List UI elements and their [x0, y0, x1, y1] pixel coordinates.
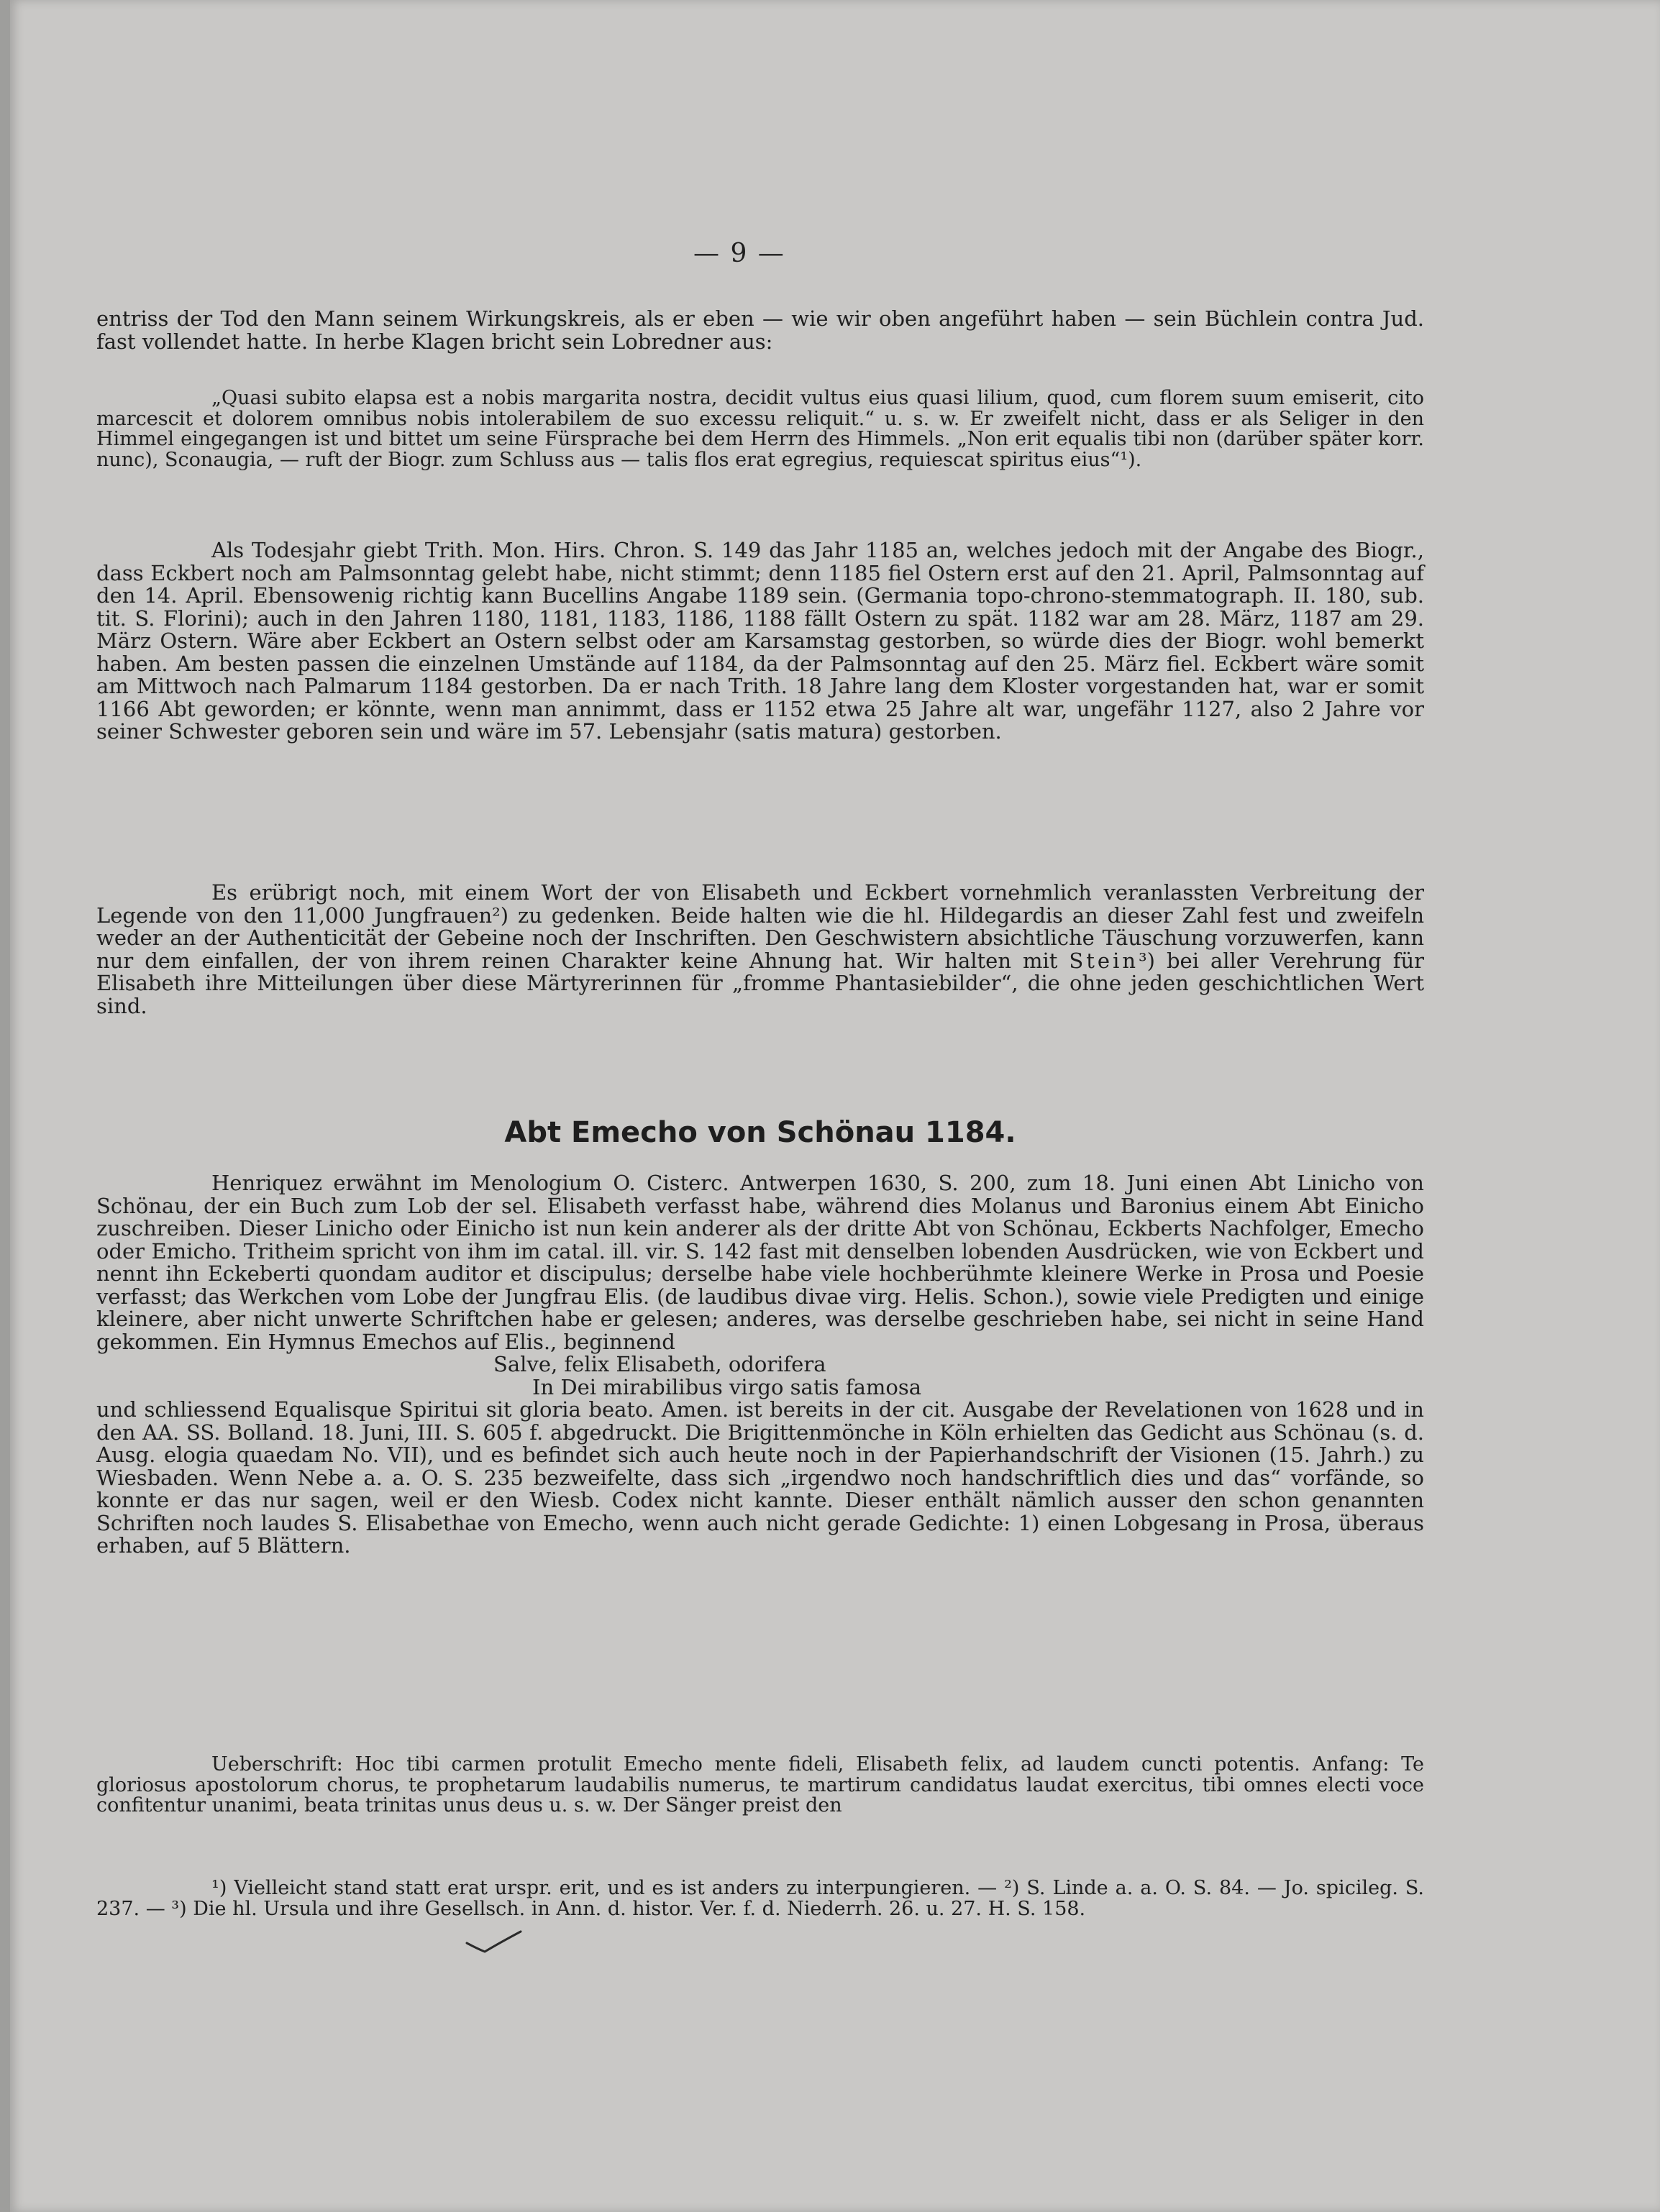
paragraph-henriquez: Henriquez erwähnt im Menologium O. Cisterc. Antwerpen 1630, S. 200, zum 18. Juni einen Abt Linicho von Schönau, der ein Buch zum Lob der sel. Elisabeth verfasst habe, während dies Molanus und Baronius einem Abt Einicho zuschreiben. Dieser Linicho oder Einicho ist nun kein anderer als der dritte Abt von Schönau, Eckberts Nachfolger, Emecho oder Emicho. Tritheim spricht von ihm im catal. ill. vir. S. 142 fast mit denselben lobenden Ausdrücken, wie von Eckbert und nennt ihn Eckeberti quondam auditor et discipulus; derselbe habe viele hochberühmte kleinere Werke in Prosa und Poesie verfasst; das Werkchen vom Lobe der Jungfrau Elis. (de laudibus divae virg. Helis. Schon.), sowie viele Predigten und einige kleinere, aber nicht unwerte Schriftchen habe er gelesen; anderes, was derselbe geschrieben habe, sei nicht in seine Hand gekommen. Ein Hymnus Emechos auf Elis., beginnend	[96, 1171, 1424, 1354]
paragraph-legende	[96, 882, 1424, 1018]
todesjahr-block	[96, 539, 1424, 744]
scanned-page	[10, 0, 1660, 2212]
ueberschrift-block	[96, 1755, 1424, 1816]
footnotes-block	[96, 1878, 1424, 1919]
hymn-verse-1: Salve, felix Elisabeth, odorifera	[493, 1352, 826, 1376]
legende-text-1: Es erübrigt noch, mit einem Wort der von Elisabeth und Eckbert vornehmlich veranlassten Verbreitung der Legende von den 11,000 Jungfrauen²) zu gedenken. Beide halten wie die hl. Hildegardis an dieser Zahl fest und zweifeln weder an der Authenticität der Gebeine noch der Inschriften. Den Geschwistern absichtliche Täuschung vorzuwerfen, kann nur dem einfallen, der von ihrem reinen Charakter keine Ahnung hat. Wir halten mit	[96, 880, 1424, 973]
footnotes: ¹) Vielleicht stand statt erat urspr. erit, und es ist anders zu interpungieren. — ²) S. Linde a. a. O. S. 84. — Jo. spicileg. S. 237. — ³) Die hl. Ursula und ihre Gesellsch. in Ann. d. histor. Ver. f. d. Niederrh. 26. u. 27. H. S. 158.	[96, 1877, 1424, 1920]
hymn-verse-2: In Dei mirabilibus virgo satis famosa	[532, 1374, 922, 1399]
pencil-check-mark	[463, 1927, 528, 1956]
legende-text-2: ³) bei aller Verehrung für Elisabeth ihre Mitteilungen über diese Märtyrerinnen für „fromme Phantasiebilder“, die ohne jeden geschichtlichen Wert sind.	[96, 948, 1424, 1018]
paragraph-equalisque: und schliessend Equalisque Spiritui sit gloria beato. Amen. ist bereits in der cit. Ausgabe der Revelationen von 1628 und in den AA. SS. Bolland. 18. Juni, III. S. 605 f. abgedruckt. Die Brigittenmönche in Köln erhielten das Gedicht aus Schönau (s. d. Ausg. elogia quaedam No. VII), und es befindet sich auch heute noch in der Papierhandschrift der Visionen (15. Jahrh.) zu Wiesbaden. Wenn Nebe a. a. O. S. 235 bezweifelte, dass sich „irgendwo noch handschriftlich dies und das“ vorfände, so konnte er das nur sagen, weil er den Wiesb. Codex nicht kannte. Dieser enthält nämlich ausser den schon genannten Schriften noch laudes S. Elisabethae von Emecho, wenn auch nicht gerade Gedichte: 1) einen Lobgesang in Prosa, überaus erhaben, auf 5 Blättern.	[96, 1397, 1424, 1558]
quote-block	[96, 388, 1424, 470]
paragraph-todesjahr: Als Todesjahr giebt Trith. Mon. Hirs. Chron. S. 149 das Jahr 1185 an, welches jedoch mit der Angabe des Biogr., dass Eckbert noch am Palmsonntag gelebt habe, nicht stimmt; denn 1185 fiel Ostern erst auf den 21. April, Palmsonntag auf den 14. April. Ebensowenig richtig kann Bucellins Angabe 1189 sein. (Germania topo-chrono-stemmatograph. II. 180, sub. tit. S. Florini); auch in den Jahren 1180, 1181, 1183, 1186, 1188 fällt Ostern zu spät. 1182 war am 28. März, 1187 am 29. März Ostern. Wäre aber Eckbert an Ostern selbst oder am Karsamstag gestorben, so würde dies der Biogr. wohl bemerkt haben. Am besten passen die einzelnen Umstände auf 1184, da der Palmsonntag auf den 25. März fiel. Eckbert wäre somit am Mittwoch nach Palmarum 1184 gestorben. Da er nach Trith. 18 Jahre lang dem Kloster vorgestanden hat, war er somit 1166 Abt geworden; er könnte, wenn man annimmt, dass er 1152 etwa 25 Jahre alt war, ungefähr 1127, also 2 Jahre vor seiner Schwester geboren sein und wäre im 57. Lebensjahr (satis matura) gestorben.	[96, 538, 1424, 744]
page-number: — 9 —	[693, 239, 785, 268]
emecho-block	[96, 1172, 1424, 1558]
legende-block	[96, 882, 1424, 1018]
author-stein: Stein	[1069, 948, 1139, 973]
section-heading: Abt Emecho von Schönau 1184.	[504, 1116, 1016, 1149]
paragraph-intro: entriss der Tod den Mann seinem Wirkungskreis, als er eben — wie wir oben angeführt haben — sein Büchlein contra Jud. fast vollendet hatte. In herbe Klagen bricht sein Lobredner aus:	[96, 306, 1424, 354]
paragraph-quote: „Quasi subito elapsa est a nobis margarita nostra, decidit vultus eius quasi lilium, quod, cum florem suum emiserit, cito marcescit et dolorem omnibus nobis intolerabilem de suo excessu reliquit.“ u. s. w. Er zweifelt nicht, dass er als Seliger in den Himmel eingegangen ist und bittet um seine Fürsprache bei dem Herrn des Himmels. „Non erit equalis tibi non (darüber später korr. nunc), Sconaugia, — ruft der Biogr. zum Schluss aus — talis flos erat egregius, requiescat spiritus eius“¹).	[96, 387, 1424, 471]
paragraph-ueberschrift: Ueberschrift: Hoc tibi carmen protulit Emecho mente fideli, Elisabeth felix, ad laudem cuncti potentis. Anfang: Te gloriosus apostolorum chorus, te prophetarum laudabilis numerus, te martirum candidatus laudat exercitus, tibi omnes electi voce confitentur unanimi, beata trinitas unus deus u. s. w. Der Sänger preist den	[96, 1753, 1424, 1816]
intro-paragraph	[96, 308, 1424, 353]
